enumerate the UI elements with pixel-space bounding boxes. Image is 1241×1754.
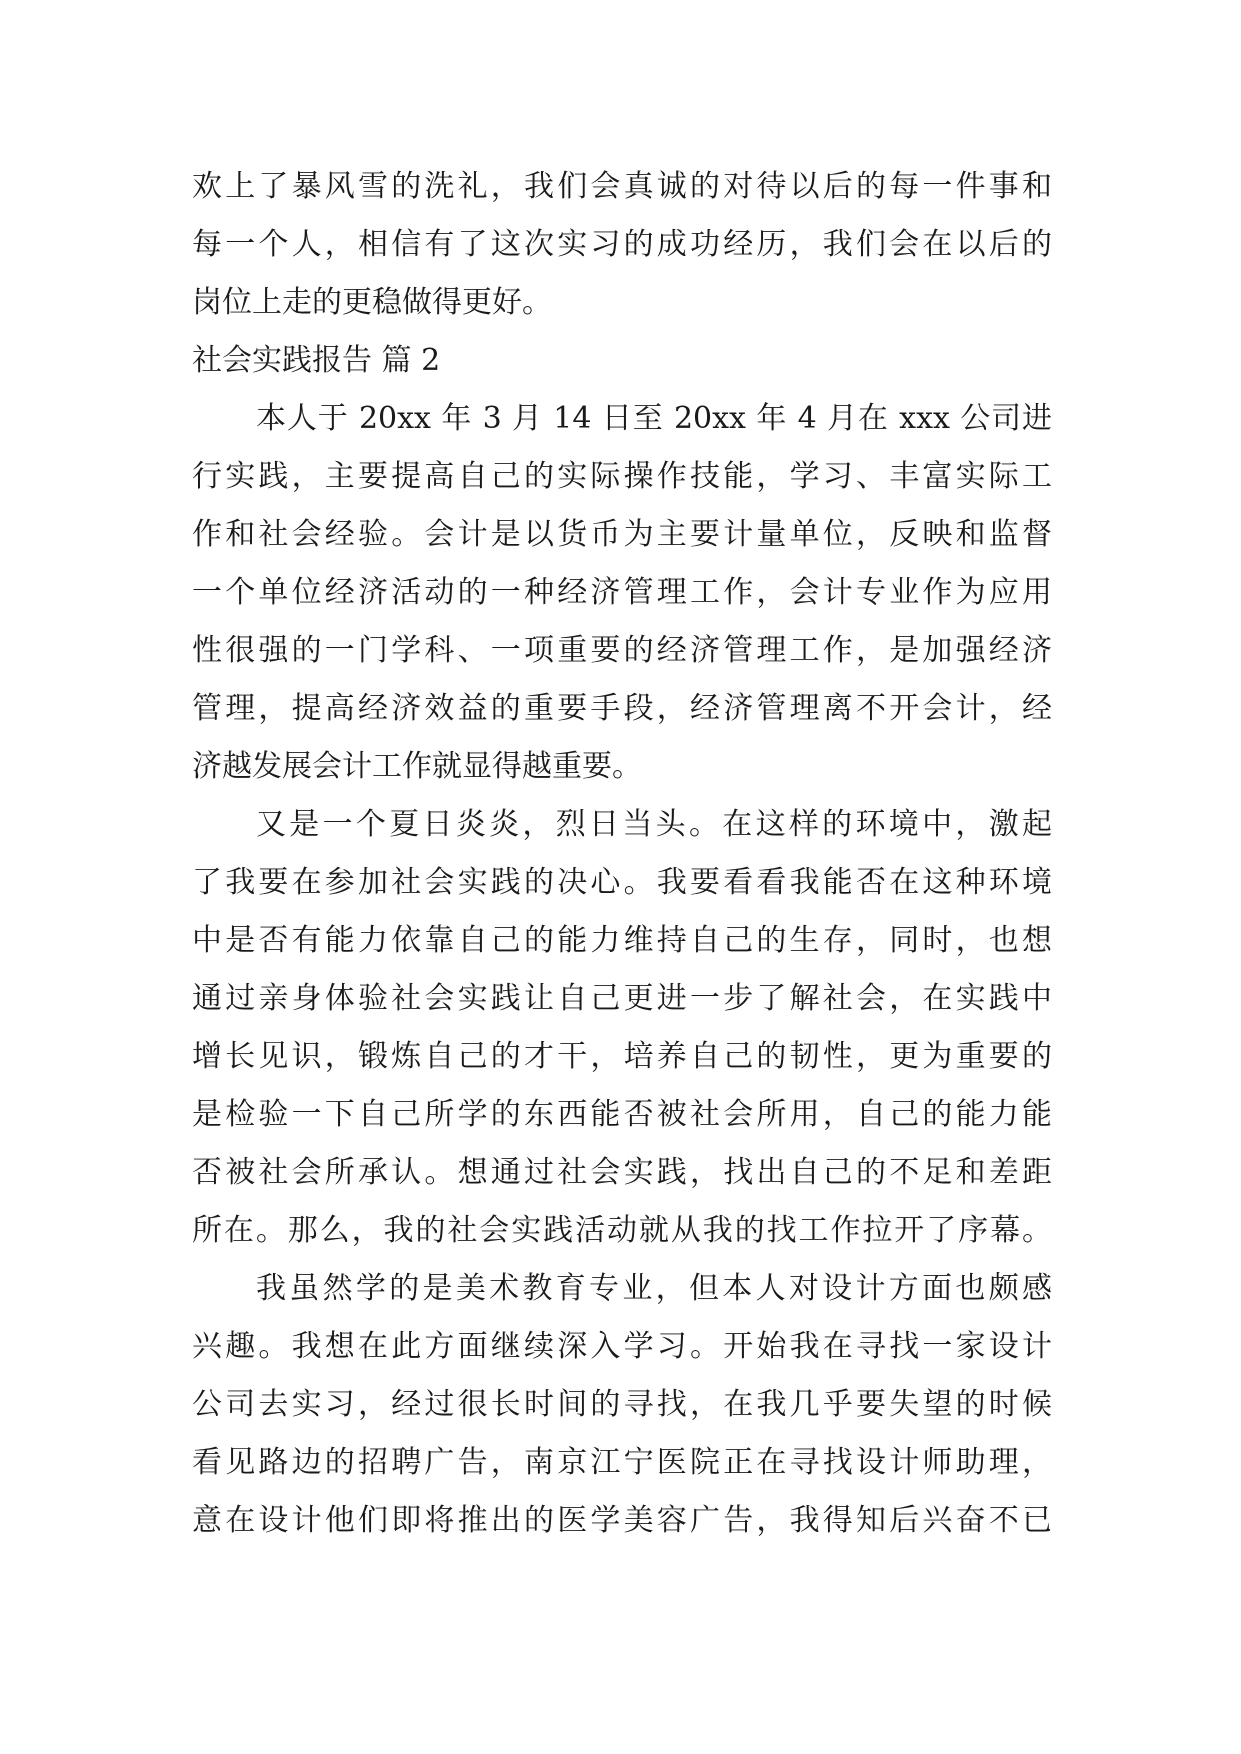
- text-line: 意在设计他们即将推出的医学美容广告，我得知后兴奋不已: [192, 1503, 1052, 1538]
- paragraph-2: [192, 796, 1052, 1260]
- text-line: 性很强的一门学科、一项重要的经济管理工作，是加强经济: [192, 633, 1052, 668]
- text-line: 公司去实习，经过很长时间的寻找，在我几乎要失望的时候: [192, 1387, 1052, 1422]
- intro-paragraph: [192, 158, 1052, 332]
- text-line: 中是否有能力依靠自己的能力维持自己的生存，同时，也想: [192, 923, 1052, 958]
- document-body: [192, 158, 1052, 1550]
- text-line: 兴趣。我想在此方面继续深入学习。开始我在寻找一家设计: [192, 1329, 1052, 1364]
- text-line: 我虽然学的是美术教育专业，但本人对设计方面也颇感: [256, 1271, 1052, 1306]
- text-line: 本人于 20xx 年 3 月 14 日至 20xx 年 4 月在 xxx 公司进: [256, 401, 1052, 436]
- text-line: 一个单位经济活动的一种经济管理工作，会计专业作为应用: [192, 575, 1052, 610]
- text-line: 济越发展会计工作就显得越重要。: [192, 749, 642, 784]
- text-line: 是检验一下自己所学的东西能否被社会所用，自己的能力能: [192, 1097, 1052, 1132]
- text-line: 通过亲身体验社会实践让自己更进一步了解社会，在实践中: [192, 981, 1052, 1016]
- paragraph-3: [192, 1260, 1052, 1550]
- text-line: 增长见识，锻炼自己的才干，培养自己的韧性，更为重要的: [192, 1039, 1052, 1074]
- text-line: 否被社会所承认。想通过社会实践，找出自己的不足和差距: [192, 1155, 1052, 1190]
- text-line: 岗位上走的更稳做得更好。: [192, 285, 552, 320]
- text-line: 作和社会经验。会计是以货币为主要计量单位，反映和监督: [192, 517, 1052, 552]
- text-line: 欢上了暴风雪的洗礼，我们会真诚的对待以后的每一件事和: [192, 169, 1052, 204]
- text-line: 行实践，主要提高自己的实际操作技能，学习、丰富实际工: [192, 459, 1052, 494]
- text-line: 又是一个夏日炎炎，烈日当头。在这样的环境中，激起: [256, 807, 1052, 842]
- section-heading: 社会实践报告 篇 2: [192, 343, 441, 378]
- text-line: 管理，提高经济效益的重要手段，经济管理离不开会计，经: [192, 691, 1052, 726]
- text-line: 看见路边的招聘广告，南京江宁医院正在寻找设计师助理，: [192, 1445, 1052, 1480]
- text-line: 所在。那么，我的社会实践活动就从我的找工作拉开了序幕。: [192, 1213, 1052, 1248]
- text-line: 每一个人，相信有了这次实习的成功经历，我们会在以后的: [192, 227, 1052, 262]
- paragraph-1: [192, 390, 1052, 796]
- text-line: 了我要在参加社会实践的决心。我要看看我能否在这种环境: [192, 865, 1052, 900]
